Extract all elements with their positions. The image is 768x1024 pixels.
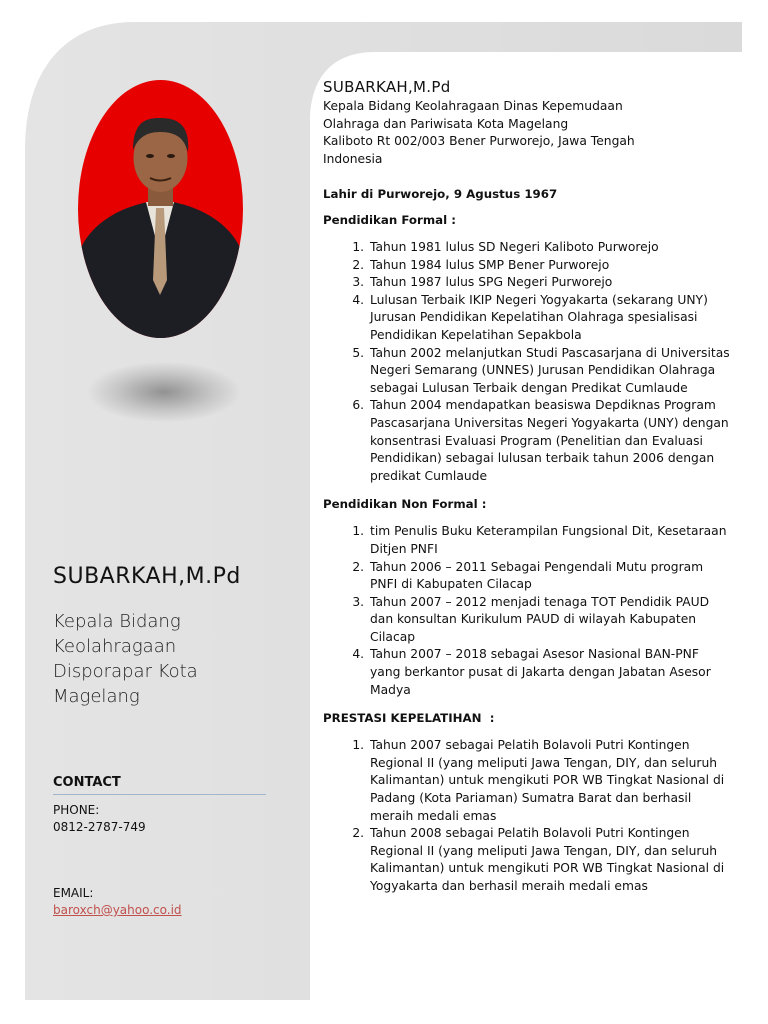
sidebar-name: SUBARKAH,M.Pd bbox=[53, 564, 241, 589]
contact-heading: CONTACT bbox=[53, 775, 121, 790]
photo-shadow bbox=[88, 362, 240, 422]
email-label: EMAIL: bbox=[53, 886, 94, 900]
list-item: 3. Tahun 1987 lulus SPG Negeri Purworejo bbox=[368, 274, 733, 292]
list-item: 5. Tahun 2002 melanjutkan Studi Pascasarjana di Universitas Negeri Semarang (UNNES) Jurusan Pendidikan Olahraga sebagai Lulusan Terbaik dengan Predikat Cumlaude bbox=[368, 345, 733, 398]
formal-education-list bbox=[323, 239, 733, 485]
birth-info: Lahir di Purworejo, 9 Agustus 1967 bbox=[323, 187, 558, 201]
nonformal-education-list bbox=[323, 523, 733, 699]
main-address-1: Kaliboto Rt 002/003 Bener Purworejo, Jawa Tengah bbox=[323, 134, 635, 148]
list-item: 2. Tahun 2008 sebagai Pelatih Bolavoli Putri Kontingen Regional II (yang meliputi Jawa Tengan, DIY, dan seluruh Kalimantan) untuk mengikuti POR WB Tingkat Nasional di Yogyakarta dan berhasil meraih medali emas bbox=[368, 825, 733, 895]
list-item: 3. Tahun 2007 – 2012 menjadi tenaga TOT Pendidik PAUD dan konsultan Kurikulum PAUD di wilayah Kabupaten Cilacap bbox=[368, 594, 733, 647]
main-title-2: Olahraga dan Pariwisata Kota Magelang bbox=[323, 116, 569, 131]
main-name: SUBARKAH,M.Pd bbox=[323, 78, 451, 96]
nonformal-education-heading: Pendidikan Non Formal : bbox=[323, 497, 487, 512]
email-link[interactable]: baroxch@yahoo.co.id bbox=[53, 903, 182, 917]
list-item: 6. Tahun 2004 mendapatkan beasiswa Depdiknas Program Pascasarjana Universitas Negeri Yogyakarta (UNY) dengan konsentrasi Evaluasi Program (Penelitian dan Evaluasi Pendidikan) sebagai lulusan terbaik tahun 2006 dengan predikat Cumlaude bbox=[368, 397, 733, 485]
profile-photo bbox=[78, 80, 243, 338]
list-item: 1. Tahun 2007 sebagai Pelatih Bolavoli Putri Kontingen Regional II (yang meliputi Jawa Tengan, DIY, dan seluruh Kalimantan) untuk mengikuti POR WB Tingkat Nasional di Padang (Kota Pariaman) Sumatra Barat dan berhasil meraih medali emas bbox=[368, 737, 733, 825]
list-item: 4. Tahun 2007 – 2018 sebagai Asesor Nasional BAN-PNF yang berkantor pusat di Jakarta dengan Jabatan Asesor Madya bbox=[368, 646, 733, 699]
achievements-heading: PRESTASI KEPELATIHAN : bbox=[323, 711, 495, 726]
achievements-list bbox=[323, 737, 733, 895]
list-item: 1. tim Penulis Buku Keterampilan Fungsional Dit, Kesetaraan Ditjen PNFI bbox=[368, 523, 733, 558]
main-title-1: Kepala Bidang Keolahragaan Dinas Kepemudaan bbox=[323, 99, 623, 113]
main-address-2: Indonesia bbox=[323, 151, 383, 166]
list-item: 2. Tahun 1984 lulus SMP Bener Purworejo bbox=[368, 257, 733, 275]
phone-label: PHONE: bbox=[53, 803, 100, 817]
main-content bbox=[323, 78, 733, 896]
list-item: 2. Tahun 2006 – 2011 Sebagai Pengendali Mutu program PNFI di Kabupaten Cilacap bbox=[368, 559, 733, 594]
phone-number: 0812-2787-749 bbox=[53, 820, 146, 834]
list-item: 4. Lulusan Terbaik IKIP Negeri Yogyakarta (sekarang UNY) Jurusan Pendidikan Kepelatihan Olahraga spesialisasi Pendidikan Kepelatihan Sepakbola bbox=[368, 292, 733, 345]
sidebar-role: Kepala Bidang Keolahragaan Disporapar Kota Magelang bbox=[53, 611, 198, 707]
formal-education-heading: Pendidikan Formal : bbox=[323, 213, 456, 227]
contact-divider bbox=[53, 794, 266, 795]
list-item: 1. Tahun 1981 lulus SD Negeri Kaliboto Purworejo bbox=[368, 239, 733, 257]
